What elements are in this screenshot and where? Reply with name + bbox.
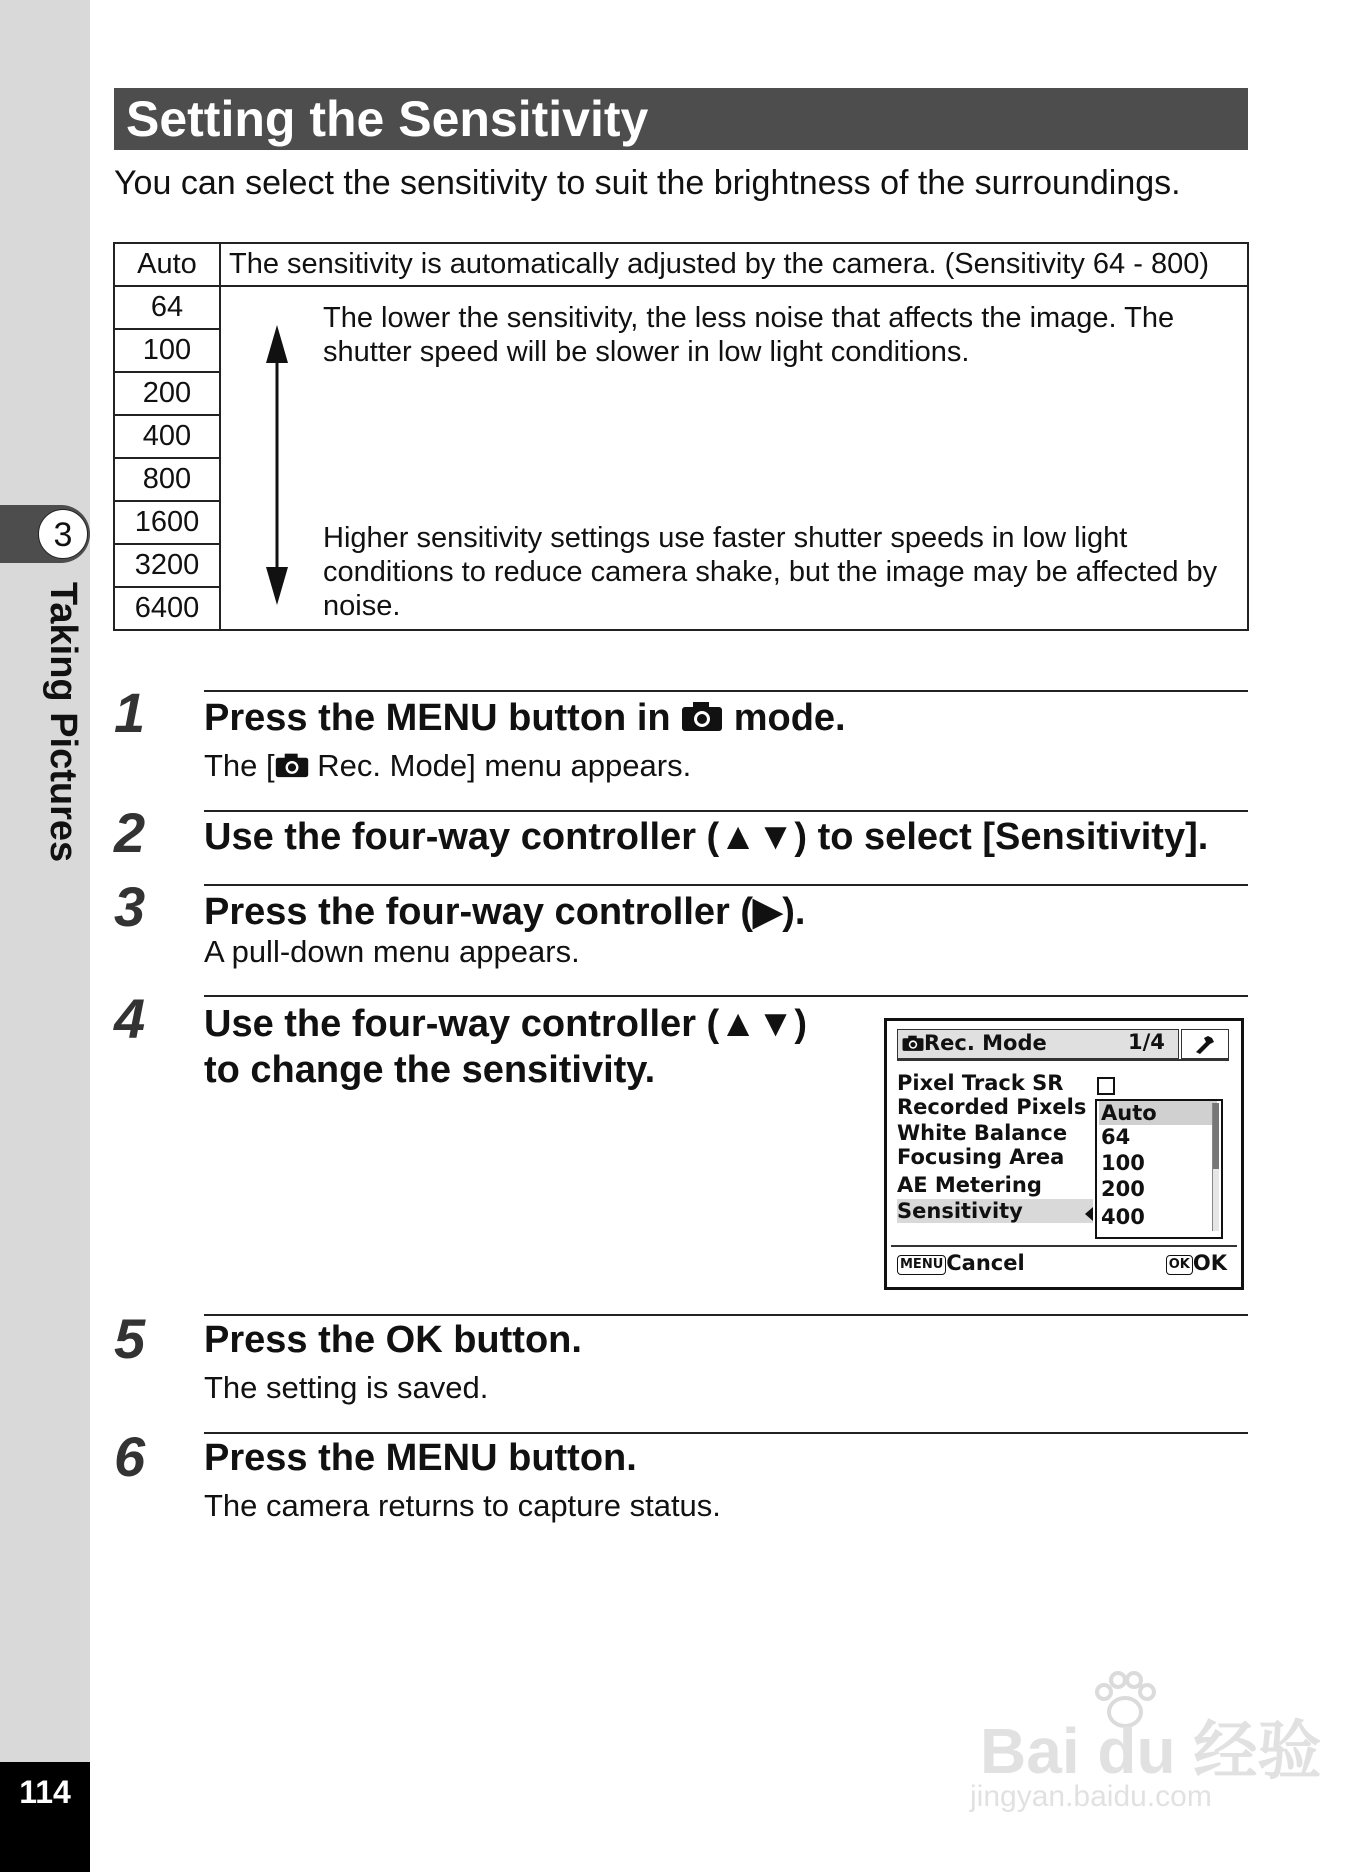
table-cell: 64: [114, 286, 220, 329]
page-title: Setting the Sensitivity: [126, 91, 649, 147]
table-row: [114, 286, 1248, 329]
menu-key-label: MENU: [385, 1437, 498, 1479]
lcd-ok-label: OK: [1192, 1251, 1227, 1275]
lcd-divider: [897, 1059, 1229, 1061]
step-text: Press the: [204, 697, 386, 739]
step-number: 5: [114, 1307, 146, 1370]
camera-icon: [681, 700, 723, 732]
step-text: The [: [204, 748, 275, 783]
step-heading: Press the four-way controller (▶).: [204, 891, 806, 933]
step-number: 6: [114, 1425, 146, 1488]
lcd-option: 400: [1101, 1205, 1145, 1229]
sidebar: [0, 0, 90, 1872]
lcd-option-highlighted: Auto: [1099, 1101, 1217, 1125]
step-heading: [204, 1434, 637, 1482]
lcd-menu-item: Recorded Pixels: [897, 1095, 1087, 1119]
caret-left-icon: [1085, 1207, 1093, 1221]
lcd-option: 100: [1101, 1151, 1145, 1175]
double-arrow-icon: [257, 325, 297, 605]
watermark-url: jingyan.baidu.com: [970, 1780, 1212, 1813]
chapter-number: 3: [38, 509, 88, 559]
ok-key-label: OK: [385, 1319, 443, 1361]
table-cell: 200: [114, 372, 220, 415]
step-divider: [204, 884, 1248, 886]
step-subtext: The setting is saved.: [204, 1370, 489, 1405]
step-heading: Use the four-way controller (▲▼): [204, 1003, 808, 1045]
step-number: 4: [114, 987, 146, 1050]
step-heading: to change the sensitivity.: [204, 1049, 656, 1091]
lcd-header-tab: [897, 1029, 1179, 1059]
step-text: Press the: [204, 1319, 386, 1361]
step-heading: [204, 694, 846, 742]
step-divider: [204, 690, 1248, 692]
table-cell: 800: [114, 458, 220, 501]
camera-lcd-screen: [884, 1018, 1244, 1290]
chapter-name: Taking Pictures: [42, 582, 84, 863]
table-cell: 100: [114, 329, 220, 372]
wrench-icon: [1194, 1034, 1216, 1054]
camera-icon: [902, 1034, 924, 1052]
lcd-menu-item: Focusing Area: [897, 1145, 1065, 1169]
step-heading: [204, 1316, 582, 1364]
intro-text: You can select the sensitivity to suit the brightness of the surroundings.: [114, 164, 1181, 202]
lcd-option: 64: [1101, 1125, 1131, 1149]
sensitivity-notes-cell: [220, 286, 1248, 630]
checkbox-icon: [1097, 1077, 1115, 1095]
step-text: button.: [497, 1437, 637, 1479]
table-cell: 3200: [114, 544, 220, 587]
step-subtext: A pull-down menu appears.: [204, 934, 580, 969]
lcd-option: 200: [1101, 1177, 1145, 1201]
low-sensitivity-note: The lower the sensitivity, the less noise that affects the image. The shutter speed will be slower in low light conditions.: [323, 302, 1175, 368]
ok-key-label: OK: [1166, 1255, 1193, 1275]
camera-icon: [275, 752, 309, 778]
sensitivity-table: [113, 242, 1249, 631]
watermark-brand: Bai du 经验: [980, 1715, 1322, 1787]
lcd-menu-item: Pixel Track SR: [897, 1071, 1064, 1095]
table-row: [114, 243, 1248, 286]
lcd-cancel-label: Cancel: [946, 1251, 1025, 1275]
lcd-setup-tab: [1181, 1029, 1229, 1059]
step-subtext: [204, 748, 691, 784]
baidu-watermark: [960, 1670, 1322, 1830]
lcd-scrollbar: [1212, 1103, 1219, 1231]
step-number: 3: [114, 875, 146, 938]
step-number: 1: [114, 681, 146, 744]
lcd-cancel-hint: [897, 1251, 1025, 1275]
step-heading: Use the four-way controller (▲▼) to select [Sensitivity].: [204, 816, 1209, 858]
menu-key-label: MENU: [385, 697, 498, 739]
table-cell: 1600: [114, 501, 220, 544]
step-number: 2: [114, 801, 146, 864]
step-text: mode.: [723, 697, 846, 739]
step-text: Press the: [204, 1437, 386, 1479]
menu-key-label: MENU: [897, 1255, 946, 1275]
step-text: button.: [442, 1319, 582, 1361]
lcd-page-indicator: 1/4: [1128, 1030, 1165, 1054]
step-subtext: The camera returns to capture status.: [204, 1488, 721, 1523]
table-cell: 400: [114, 415, 220, 458]
lcd-menu-item: AE Metering: [897, 1173, 1042, 1197]
step-text: Rec. Mode] menu appears.: [308, 748, 692, 783]
lcd-divider: [891, 1245, 1237, 1247]
lcd-menu-item: White Balance: [897, 1121, 1068, 1145]
lcd-scroll-thumb: [1213, 1103, 1219, 1169]
table-cell: Auto: [114, 243, 220, 286]
lcd-ok-hint: [1166, 1251, 1227, 1275]
step-divider: [204, 995, 1248, 997]
step-divider: [204, 810, 1248, 812]
high-sensitivity-note: Higher sensitivity settings use faster shutter speeds in low light conditions to reduce camera shake, but the image may be affected by noise.: [323, 522, 1218, 622]
table-cell: The sensitivity is automatically adjusted by the camera. (Sensitivity 64 - 800): [220, 243, 1248, 286]
table-cell: 6400: [114, 587, 220, 630]
lcd-dropdown: [1095, 1099, 1223, 1239]
page-number: 114: [19, 1774, 71, 1810]
lcd-menu-item-selected: Sensitivity: [897, 1199, 1093, 1223]
step-text: button in: [497, 697, 682, 739]
lcd-title: Rec. Mode: [924, 1031, 1047, 1055]
